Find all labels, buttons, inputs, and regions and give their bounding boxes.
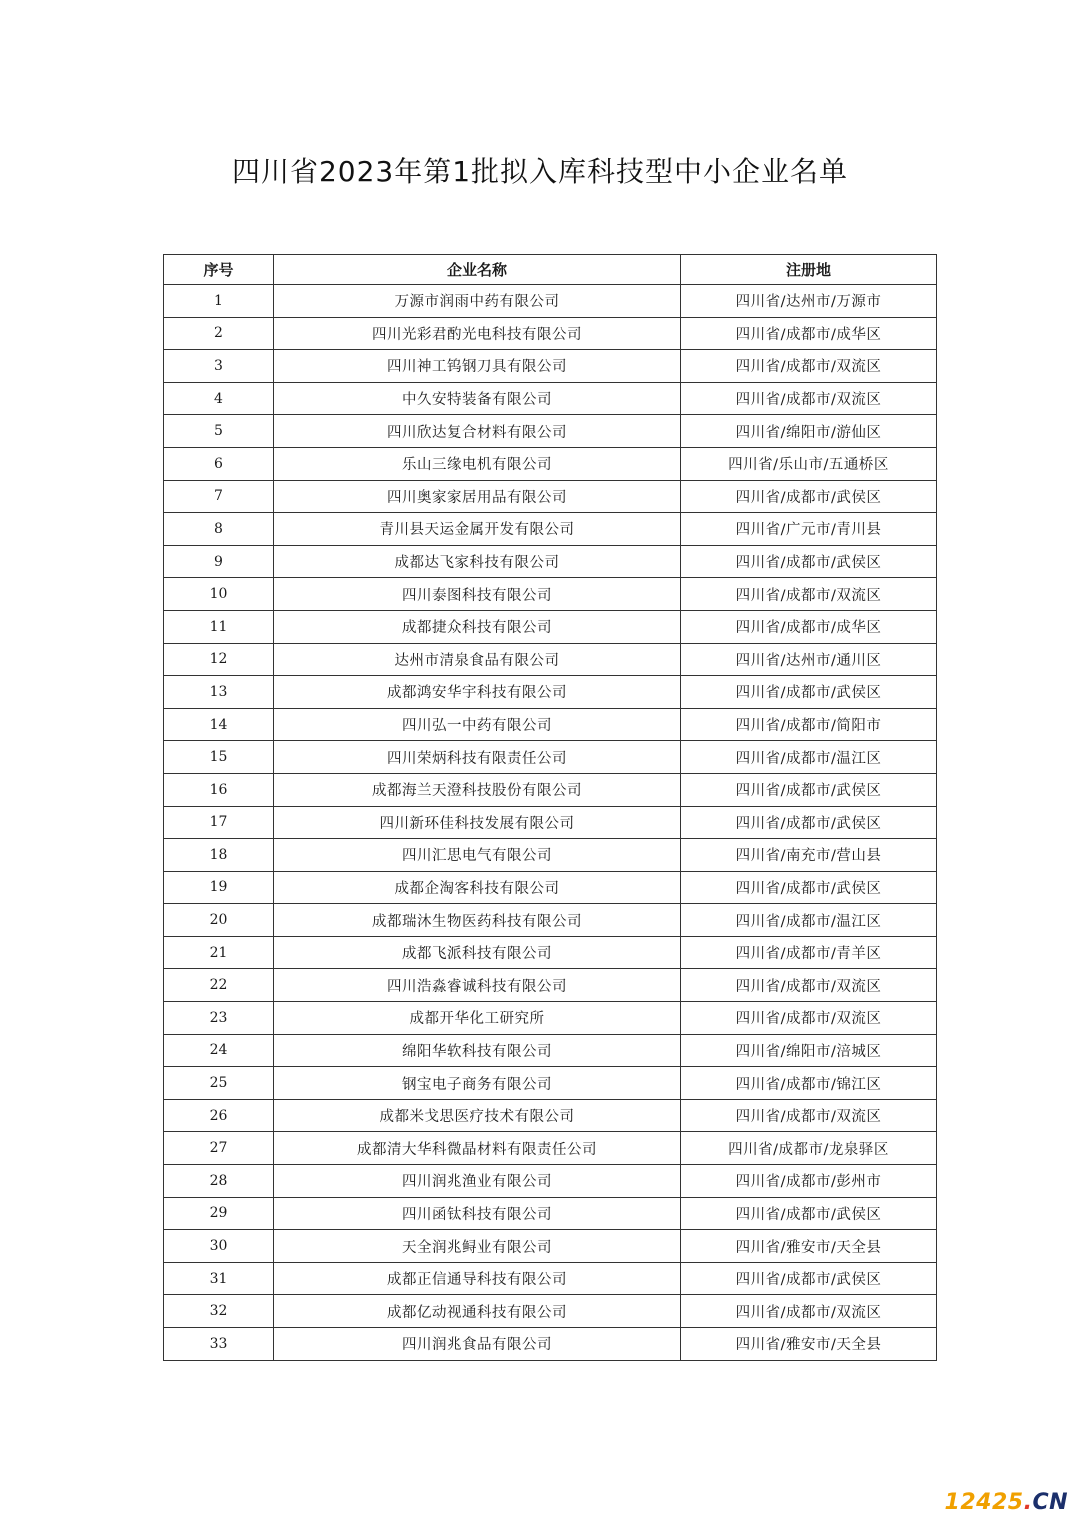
- row-enterprise-name: 成都捷众科技有限公司: [274, 610, 681, 643]
- row-enterprise-name: 四川奥家家居用品有限公司: [274, 480, 681, 513]
- row-serial-number: 3: [164, 350, 274, 383]
- table-row: [164, 382, 937, 415]
- row-serial-number: 23: [164, 1002, 274, 1035]
- row-registered-location: 四川省/成都市/龙泉驿区: [681, 1132, 937, 1165]
- row-registered-location: 四川省/成都市/锦江区: [681, 1067, 937, 1100]
- header-serial-number: 序号: [164, 255, 274, 285]
- row-enterprise-name: 天全润兆鲟业有限公司: [274, 1230, 681, 1263]
- table-row: [164, 1132, 937, 1165]
- row-enterprise-name: 四川函钛科技有限公司: [274, 1197, 681, 1230]
- row-registered-location: 四川省/成都市/武侯区: [681, 1262, 937, 1295]
- row-registered-location: 四川省/成都市/双流区: [681, 1295, 937, 1328]
- row-enterprise-name: 四川神工钨钢刀具有限公司: [274, 350, 681, 383]
- row-serial-number: 32: [164, 1295, 274, 1328]
- row-enterprise-name: 四川荣炳科技有限责任公司: [274, 741, 681, 774]
- row-serial-number: 19: [164, 871, 274, 904]
- row-registered-location: 四川省/达州市/万源市: [681, 285, 937, 318]
- row-registered-location: 四川省/雅安市/天全县: [681, 1230, 937, 1263]
- row-registered-location: 四川省/成都市/温江区: [681, 741, 937, 774]
- row-serial-number: 10: [164, 578, 274, 611]
- row-registered-location: 四川省/成都市/简阳市: [681, 708, 937, 741]
- row-enterprise-name: 成都鸿安华宇科技有限公司: [274, 676, 681, 709]
- row-registered-location: 四川省/成都市/双流区: [681, 969, 937, 1002]
- row-serial-number: 15: [164, 741, 274, 774]
- row-enterprise-name: 四川汇思电气有限公司: [274, 839, 681, 872]
- table-row: [164, 578, 937, 611]
- row-enterprise-name: 四川泰图科技有限公司: [274, 578, 681, 611]
- table-row: [164, 1262, 937, 1295]
- row-serial-number: 6: [164, 447, 274, 480]
- row-serial-number: 1: [164, 285, 274, 318]
- table-row: [164, 610, 937, 643]
- table-row: [164, 513, 937, 546]
- enterprise-list-table: [163, 254, 937, 1361]
- row-enterprise-name: 四川光彩君酌光电科技有限公司: [274, 317, 681, 350]
- row-enterprise-name: 四川润兆食品有限公司: [274, 1328, 681, 1361]
- row-enterprise-name: 绵阳华软科技有限公司: [274, 1034, 681, 1067]
- row-serial-number: 26: [164, 1099, 274, 1132]
- table-row: [164, 676, 937, 709]
- table-row: [164, 806, 937, 839]
- row-registered-location: 四川省/成都市/成华区: [681, 610, 937, 643]
- table-row: [164, 350, 937, 383]
- row-enterprise-name: 成都正信通导科技有限公司: [274, 1262, 681, 1295]
- table-row: [164, 643, 937, 676]
- row-serial-number: 22: [164, 969, 274, 1002]
- table-row: [164, 1067, 937, 1100]
- row-serial-number: 18: [164, 839, 274, 872]
- page-title: 四川省2023年第1批拟入库科技型中小企业名单: [231, 155, 849, 188]
- row-registered-location: 四川省/成都市/武侯区: [681, 806, 937, 839]
- row-enterprise-name: 成都达飞家科技有限公司: [274, 545, 681, 578]
- row-enterprise-name: 钢宝电子商务有限公司: [274, 1067, 681, 1100]
- table-row: [164, 741, 937, 774]
- row-registered-location: 四川省/成都市/双流区: [681, 578, 937, 611]
- row-serial-number: 21: [164, 936, 274, 969]
- row-enterprise-name: 成都开华化工研究所: [274, 1002, 681, 1035]
- row-serial-number: 17: [164, 806, 274, 839]
- table-row: [164, 1165, 937, 1198]
- table-row: [164, 773, 937, 806]
- row-registered-location: 四川省/成都市/彭州市: [681, 1165, 937, 1198]
- header-enterprise-name: 企业名称: [274, 255, 681, 285]
- row-enterprise-name: 成都飞派科技有限公司: [274, 936, 681, 969]
- row-registered-location: 四川省/成都市/双流区: [681, 1099, 937, 1132]
- table-body: [164, 285, 937, 1361]
- row-registered-location: 四川省/成都市/武侯区: [681, 871, 937, 904]
- row-registered-location: 四川省/绵阳市/游仙区: [681, 415, 937, 448]
- site-watermark-logo: [945, 1490, 1068, 1515]
- row-serial-number: 4: [164, 382, 274, 415]
- row-registered-location: 四川省/南充市/营山县: [681, 839, 937, 872]
- table-row: [164, 871, 937, 904]
- table-row: [164, 1197, 937, 1230]
- row-enterprise-name: 四川弘一中药有限公司: [274, 708, 681, 741]
- row-enterprise-name: 成都清大华科微晶材料有限责任公司: [274, 1132, 681, 1165]
- table-header-row: [164, 255, 937, 285]
- row-enterprise-name: 达州市清泉食品有限公司: [274, 643, 681, 676]
- row-registered-location: 四川省/成都市/双流区: [681, 1002, 937, 1035]
- row-enterprise-name: 成都企淘客科技有限公司: [274, 871, 681, 904]
- table-row: [164, 285, 937, 318]
- row-registered-location: 四川省/成都市/青羊区: [681, 936, 937, 969]
- watermark-number: 12425: [944, 1490, 1024, 1515]
- row-enterprise-name: 成都海兰天澄科技股份有限公司: [274, 773, 681, 806]
- row-registered-location: 四川省/成都市/武侯区: [681, 480, 937, 513]
- row-registered-location: 四川省/成都市/双流区: [681, 382, 937, 415]
- table-row: [164, 415, 937, 448]
- table-row: [164, 1328, 937, 1361]
- row-enterprise-name: 万源市润雨中药有限公司: [274, 285, 681, 318]
- row-serial-number: 29: [164, 1197, 274, 1230]
- row-serial-number: 27: [164, 1132, 274, 1165]
- table-row: [164, 317, 937, 350]
- row-enterprise-name: 成都米戈思医疗技术有限公司: [274, 1099, 681, 1132]
- row-enterprise-name: 乐山三缘电机有限公司: [274, 447, 681, 480]
- table-row: [164, 936, 937, 969]
- row-serial-number: 8: [164, 513, 274, 546]
- row-enterprise-name: 四川浩淼睿诚科技有限公司: [274, 969, 681, 1002]
- row-serial-number: 30: [164, 1230, 274, 1263]
- row-registered-location: 四川省/广元市/青川县: [681, 513, 937, 546]
- row-registered-location: 四川省/成都市/武侯区: [681, 676, 937, 709]
- table-row: [164, 545, 937, 578]
- row-serial-number: 25: [164, 1067, 274, 1100]
- row-serial-number: 11: [164, 610, 274, 643]
- row-enterprise-name: 中久安特装备有限公司: [274, 382, 681, 415]
- header-registered-location: 注册地: [681, 255, 937, 285]
- row-serial-number: 20: [164, 904, 274, 937]
- row-registered-location: 四川省/成都市/武侯区: [681, 1197, 937, 1230]
- row-registered-location: 四川省/达州市/通川区: [681, 643, 937, 676]
- table-row: [164, 1230, 937, 1263]
- row-serial-number: 31: [164, 1262, 274, 1295]
- watermark-suffix: CN: [1032, 1490, 1068, 1515]
- row-serial-number: 7: [164, 480, 274, 513]
- table-row: [164, 969, 937, 1002]
- row-registered-location: 四川省/成都市/双流区: [681, 350, 937, 383]
- row-serial-number: 28: [164, 1165, 274, 1198]
- row-registered-location: 四川省/成都市/武侯区: [681, 773, 937, 806]
- row-serial-number: 16: [164, 773, 274, 806]
- row-registered-location: 四川省/乐山市/五通桥区: [681, 447, 937, 480]
- row-enterprise-name: 成都亿动视通科技有限公司: [274, 1295, 681, 1328]
- table-row: [164, 480, 937, 513]
- table-row: [164, 1002, 937, 1035]
- row-serial-number: 9: [164, 545, 274, 578]
- row-enterprise-name: 四川欣达复合材料有限公司: [274, 415, 681, 448]
- row-enterprise-name: 青川县天运金属开发有限公司: [274, 513, 681, 546]
- table-row: [164, 839, 937, 872]
- table-row: [164, 708, 937, 741]
- row-serial-number: 5: [164, 415, 274, 448]
- row-registered-location: 四川省/绵阳市/涪城区: [681, 1034, 937, 1067]
- row-serial-number: 14: [164, 708, 274, 741]
- row-registered-location: 四川省/成都市/成华区: [681, 317, 937, 350]
- row-serial-number: 33: [164, 1328, 274, 1361]
- row-enterprise-name: 四川新环佳科技发展有限公司: [274, 806, 681, 839]
- row-enterprise-name: 成都瑞沐生物医药科技有限公司: [274, 904, 681, 937]
- row-registered-location: 四川省/雅安市/天全县: [681, 1328, 937, 1361]
- row-serial-number: 24: [164, 1034, 274, 1067]
- table-row: [164, 1034, 937, 1067]
- row-serial-number: 13: [164, 676, 274, 709]
- table-row: [164, 1099, 937, 1132]
- row-serial-number: 12: [164, 643, 274, 676]
- row-registered-location: 四川省/成都市/温江区: [681, 904, 937, 937]
- watermark-dot: .: [1023, 1490, 1033, 1515]
- row-serial-number: 2: [164, 317, 274, 350]
- row-enterprise-name: 四川润兆渔业有限公司: [274, 1165, 681, 1198]
- table-row: [164, 904, 937, 937]
- table-row: [164, 447, 937, 480]
- row-registered-location: 四川省/成都市/武侯区: [681, 545, 937, 578]
- table-row: [164, 1295, 937, 1328]
